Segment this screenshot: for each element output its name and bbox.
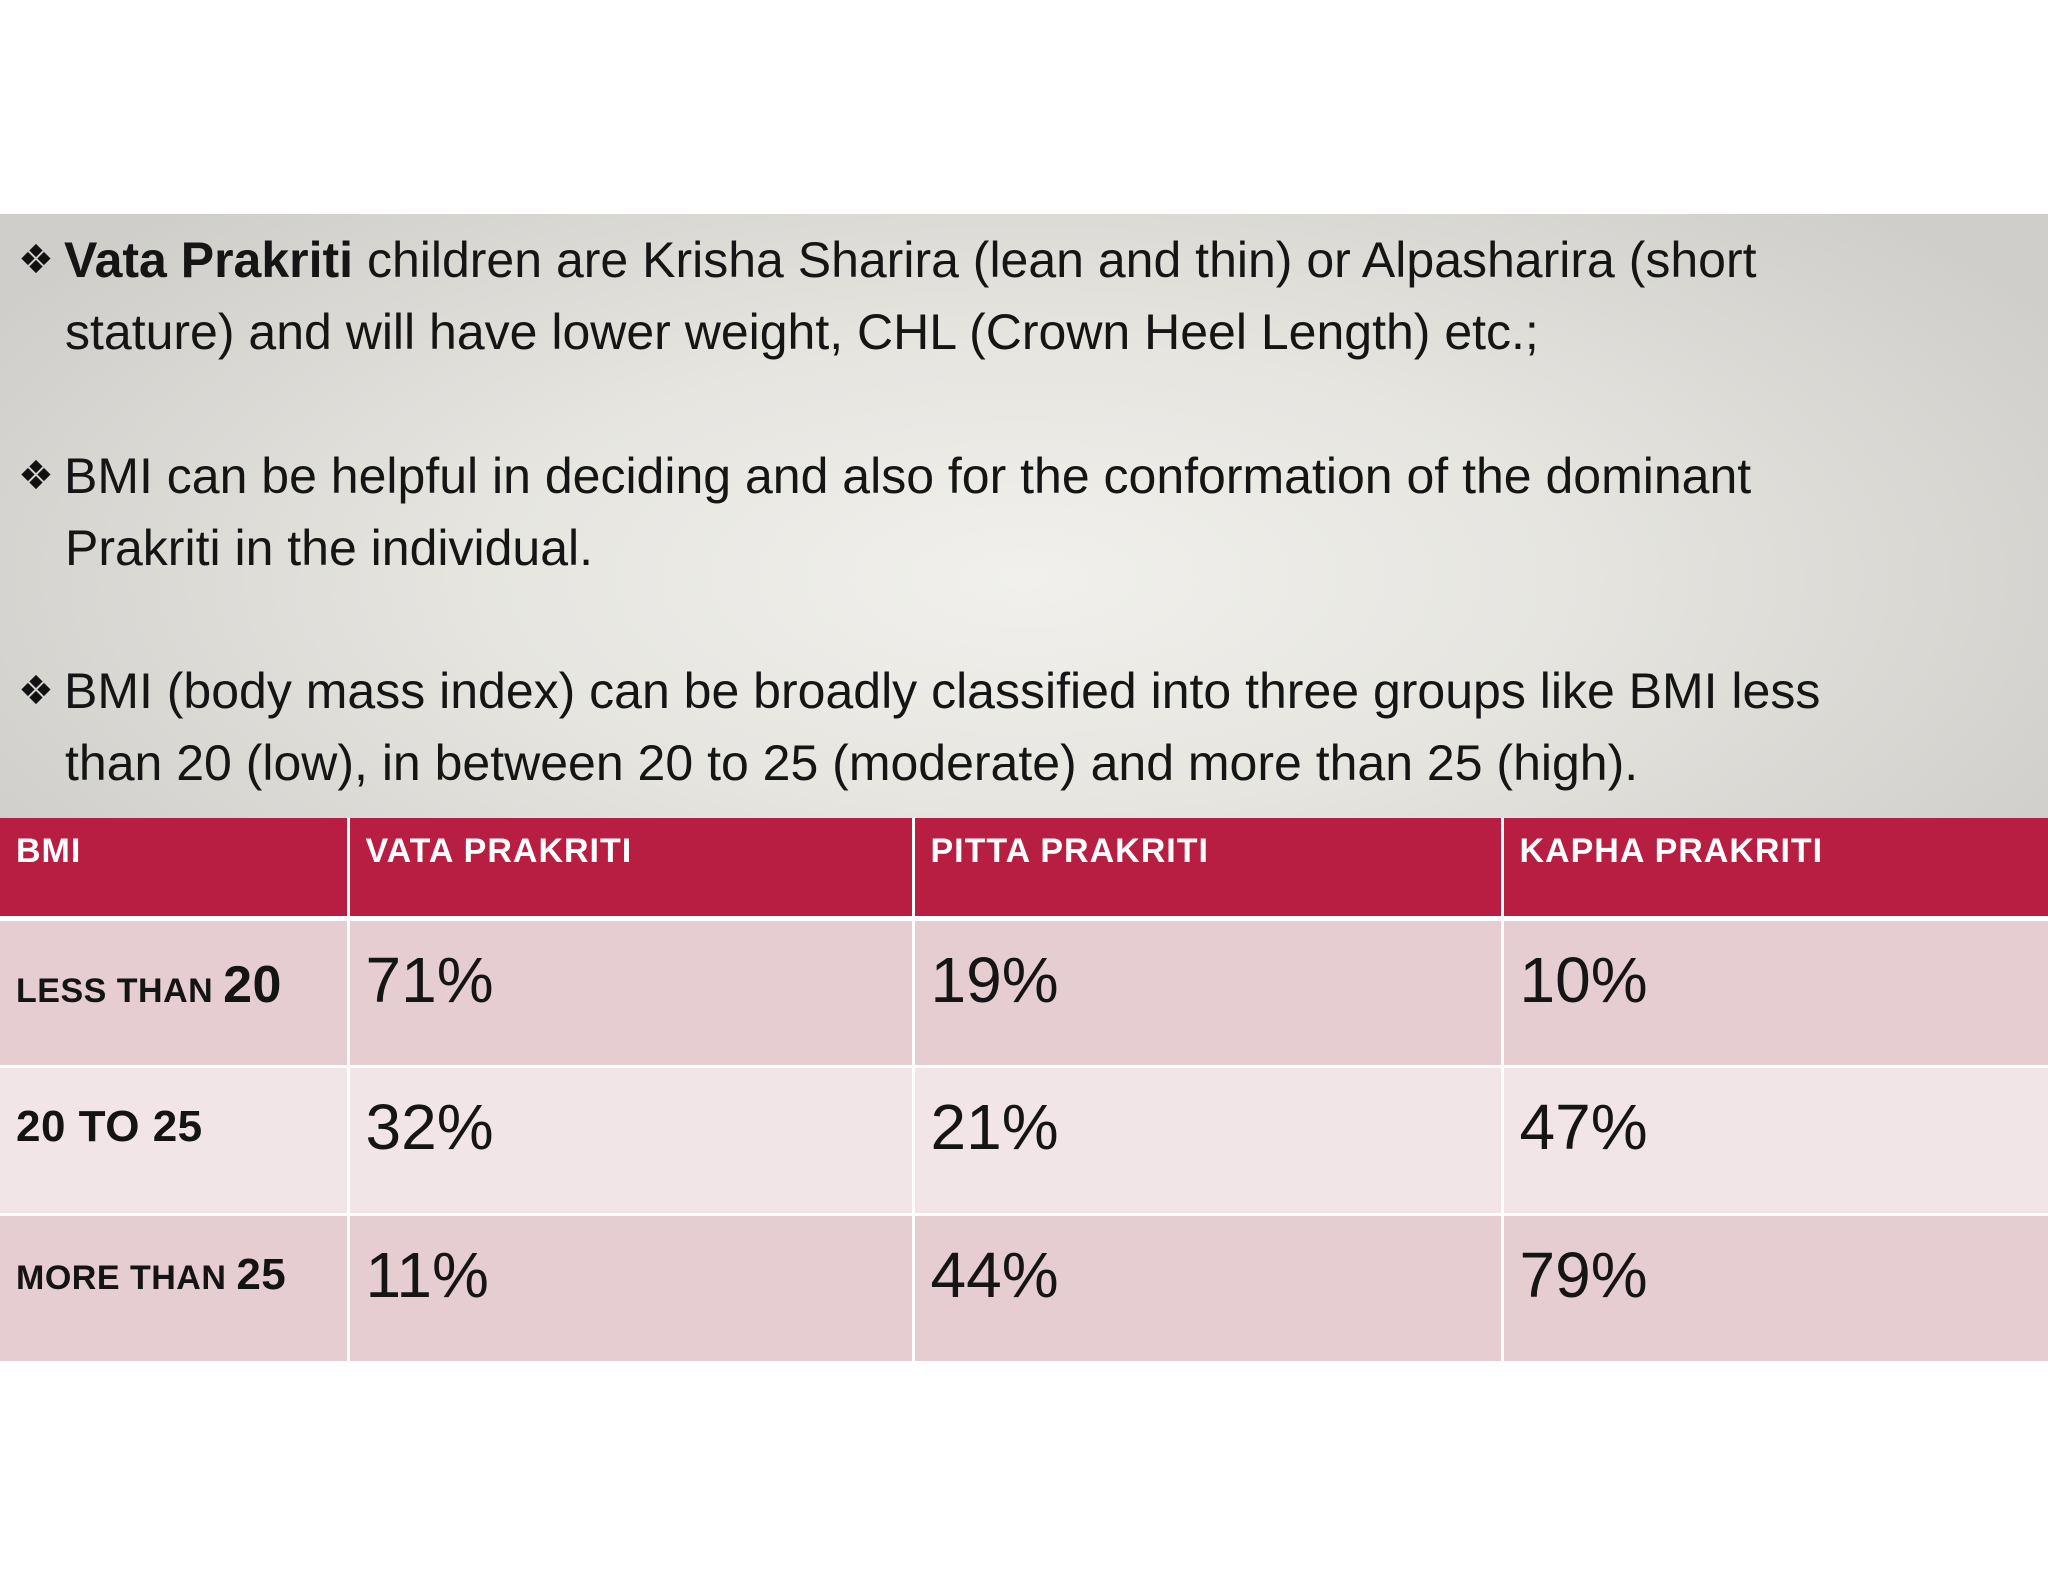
bullet-text: BMI (body mass index) can be broadly classified into three groups like BMI less bbox=[64, 663, 1821, 719]
diamond-bullet-icon: ❖ bbox=[18, 238, 54, 282]
table-row bbox=[0, 1214, 2048, 1362]
bullet-line bbox=[18, 440, 2018, 512]
bullet-text: Prakriti in the individual. bbox=[65, 520, 594, 576]
bullet-bmi-classification bbox=[18, 655, 2018, 799]
bullet-line bbox=[18, 224, 2018, 296]
cell-pitta: 21% bbox=[913, 1066, 1502, 1214]
cell-vata: 11% bbox=[348, 1214, 913, 1362]
cell-pitta: 19% bbox=[913, 918, 1502, 1066]
bullet-text: BMI can be helpful in deciding and also for the conformation of the dominant bbox=[64, 448, 1752, 504]
cell-pitta: 44% bbox=[913, 1214, 1502, 1362]
bullet-text: than 20 (low), in between 20 to 25 (moderate) and more than 25 (high). bbox=[65, 735, 1639, 791]
cell-kapha: 79% bbox=[1502, 1214, 2048, 1362]
diamond-bullet-icon: ❖ bbox=[18, 454, 54, 498]
bullet-text: stature) and will have lower weight, CHL (Crown Heel Length) etc.; bbox=[65, 304, 1539, 360]
cell-vata: 32% bbox=[348, 1066, 913, 1214]
header-pitta: PITTA PRAKRITI bbox=[913, 818, 1502, 918]
row-label-number: 25 bbox=[236, 1249, 287, 1299]
row-label bbox=[0, 1066, 348, 1214]
cell-vata: 71% bbox=[348, 918, 913, 1066]
row-label bbox=[0, 918, 348, 1066]
row-label bbox=[0, 1214, 348, 1362]
row-label-number: 20 bbox=[223, 955, 282, 1014]
cell-kapha: 10% bbox=[1502, 918, 2048, 1066]
table-row bbox=[0, 1066, 2048, 1214]
diamond-bullet-icon: ❖ bbox=[18, 669, 54, 713]
row-label-text: 20 TO 25 bbox=[16, 1101, 203, 1151]
header-bmi: BMI bbox=[0, 818, 348, 918]
bullet-bold-term: Vata Prakriti bbox=[64, 232, 354, 288]
table-header-row bbox=[0, 818, 2048, 918]
row-label-text: LESS THAN bbox=[16, 971, 224, 1010]
header-vata: VATA PRAKRITI bbox=[348, 818, 913, 918]
table-row bbox=[0, 918, 2048, 1066]
row-label-text: MORE THAN bbox=[16, 1258, 237, 1297]
bullet-vata-prakriti bbox=[18, 224, 2018, 368]
bullet-bmi-helpful bbox=[18, 440, 2018, 584]
cell-kapha: 47% bbox=[1502, 1066, 2048, 1214]
bullet-text: children are Krisha Sharira (lean and thin) or Alpasharira (short bbox=[353, 232, 1757, 288]
bullet-line bbox=[18, 655, 2018, 727]
bmi-prakriti-table bbox=[0, 818, 2048, 1364]
header-kapha: KAPHA PRAKRITI bbox=[1502, 818, 2048, 918]
